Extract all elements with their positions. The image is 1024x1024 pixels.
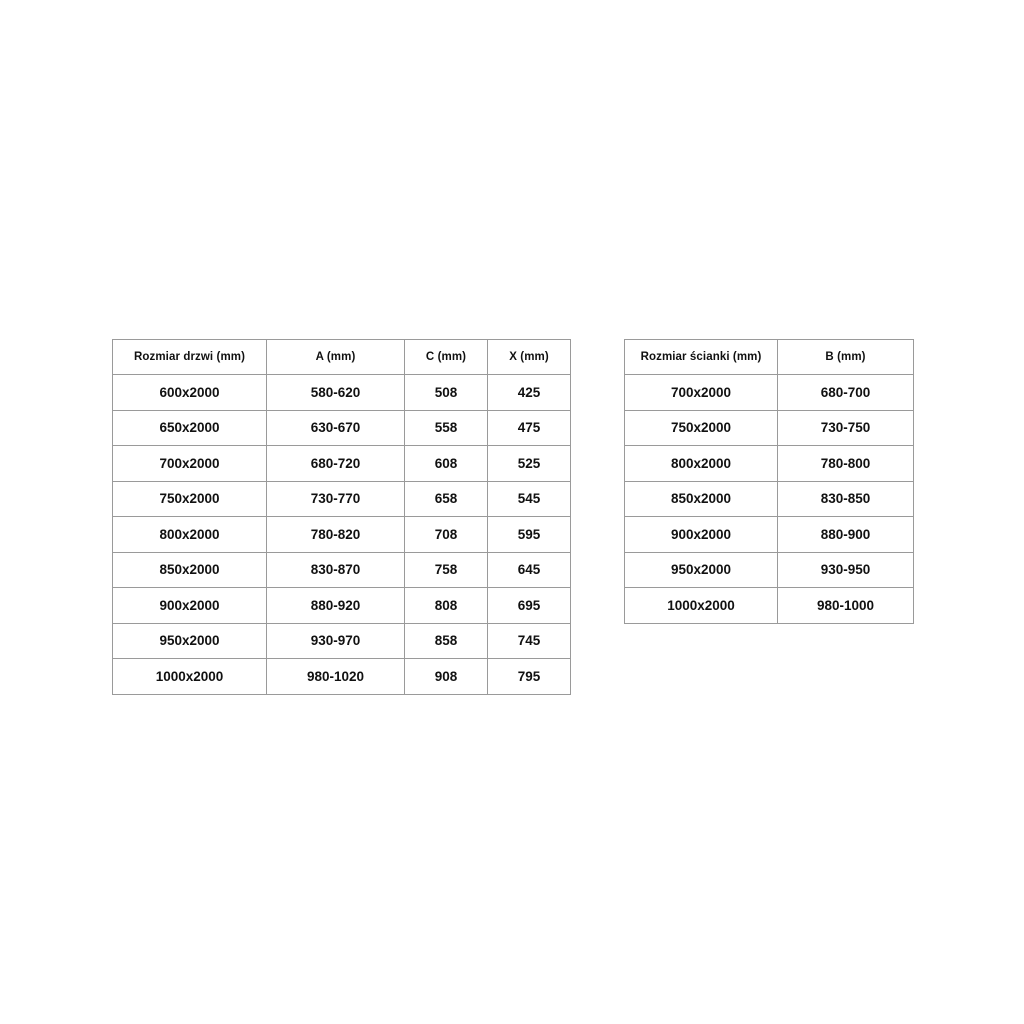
- cell-door-size: 950x2000: [113, 623, 267, 659]
- table-row: [113, 517, 571, 553]
- table-row: [625, 588, 914, 624]
- cell-x: 545: [488, 481, 571, 517]
- cell-b: 780-800: [778, 446, 914, 482]
- cell-door-size: 750x2000: [113, 481, 267, 517]
- column-header-a: A (mm): [267, 340, 405, 375]
- wall-table-header: [625, 340, 914, 375]
- cell-door-size: 600x2000: [113, 375, 267, 411]
- cell-c: 808: [405, 588, 488, 624]
- table-header-row: [625, 340, 914, 375]
- cell-x: 745: [488, 623, 571, 659]
- cell-wall-size: 850x2000: [625, 481, 778, 517]
- table-row: [113, 375, 571, 411]
- table-row: [113, 410, 571, 446]
- door-table-header: [113, 340, 571, 375]
- cell-c: 908: [405, 659, 488, 695]
- cell-x: 425: [488, 375, 571, 411]
- cell-b: 930-950: [778, 552, 914, 588]
- cell-a: 680-720: [267, 446, 405, 482]
- wall-panel-size-table: [624, 339, 914, 624]
- cell-b: 980-1000: [778, 588, 914, 624]
- door-size-table: [112, 339, 571, 695]
- cell-wall-size: 750x2000: [625, 410, 778, 446]
- cell-wall-size: 950x2000: [625, 552, 778, 588]
- door-table-body: [113, 375, 571, 695]
- cell-c: 608: [405, 446, 488, 482]
- cell-c: 858: [405, 623, 488, 659]
- cell-wall-size: 1000x2000: [625, 588, 778, 624]
- cell-wall-size: 900x2000: [625, 517, 778, 553]
- cell-door-size: 900x2000: [113, 588, 267, 624]
- cell-b: 680-700: [778, 375, 914, 411]
- cell-a: 830-870: [267, 552, 405, 588]
- cell-b: 830-850: [778, 481, 914, 517]
- table-row: [113, 552, 571, 588]
- table-row: [113, 588, 571, 624]
- table-row: [113, 659, 571, 695]
- table-row: [625, 375, 914, 411]
- column-header-door-size: Rozmiar drzwi (mm): [113, 340, 267, 375]
- cell-b: 880-900: [778, 517, 914, 553]
- table-row: [625, 410, 914, 446]
- cell-x: 525: [488, 446, 571, 482]
- table-row: [113, 623, 571, 659]
- table-header-row: [113, 340, 571, 375]
- cell-c: 558: [405, 410, 488, 446]
- cell-a: 780-820: [267, 517, 405, 553]
- cell-a: 930-970: [267, 623, 405, 659]
- cell-door-size: 650x2000: [113, 410, 267, 446]
- cell-x: 695: [488, 588, 571, 624]
- cell-x: 795: [488, 659, 571, 695]
- cell-door-size: 800x2000: [113, 517, 267, 553]
- cell-b: 730-750: [778, 410, 914, 446]
- table-row: [625, 446, 914, 482]
- table-row: [113, 481, 571, 517]
- table-row: [625, 552, 914, 588]
- column-header-x: X (mm): [488, 340, 571, 375]
- cell-c: 758: [405, 552, 488, 588]
- table-row: [625, 481, 914, 517]
- cell-x: 645: [488, 552, 571, 588]
- cell-a: 580-620: [267, 375, 405, 411]
- cell-door-size: 1000x2000: [113, 659, 267, 695]
- cell-a: 980-1020: [267, 659, 405, 695]
- cell-c: 708: [405, 517, 488, 553]
- cell-x: 475: [488, 410, 571, 446]
- wall-table-body: [625, 375, 914, 624]
- cell-door-size: 850x2000: [113, 552, 267, 588]
- table-row: [625, 517, 914, 553]
- column-header-c: C (mm): [405, 340, 488, 375]
- column-header-b: B (mm): [778, 340, 914, 375]
- column-header-wall-size: Rozmiar ścianki (mm): [625, 340, 778, 375]
- cell-wall-size: 800x2000: [625, 446, 778, 482]
- cell-c: 508: [405, 375, 488, 411]
- cell-wall-size: 700x2000: [625, 375, 778, 411]
- cell-c: 658: [405, 481, 488, 517]
- cell-door-size: 700x2000: [113, 446, 267, 482]
- cell-a: 730-770: [267, 481, 405, 517]
- cell-a: 880-920: [267, 588, 405, 624]
- cell-a: 630-670: [267, 410, 405, 446]
- cell-x: 595: [488, 517, 571, 553]
- table-row: [113, 446, 571, 482]
